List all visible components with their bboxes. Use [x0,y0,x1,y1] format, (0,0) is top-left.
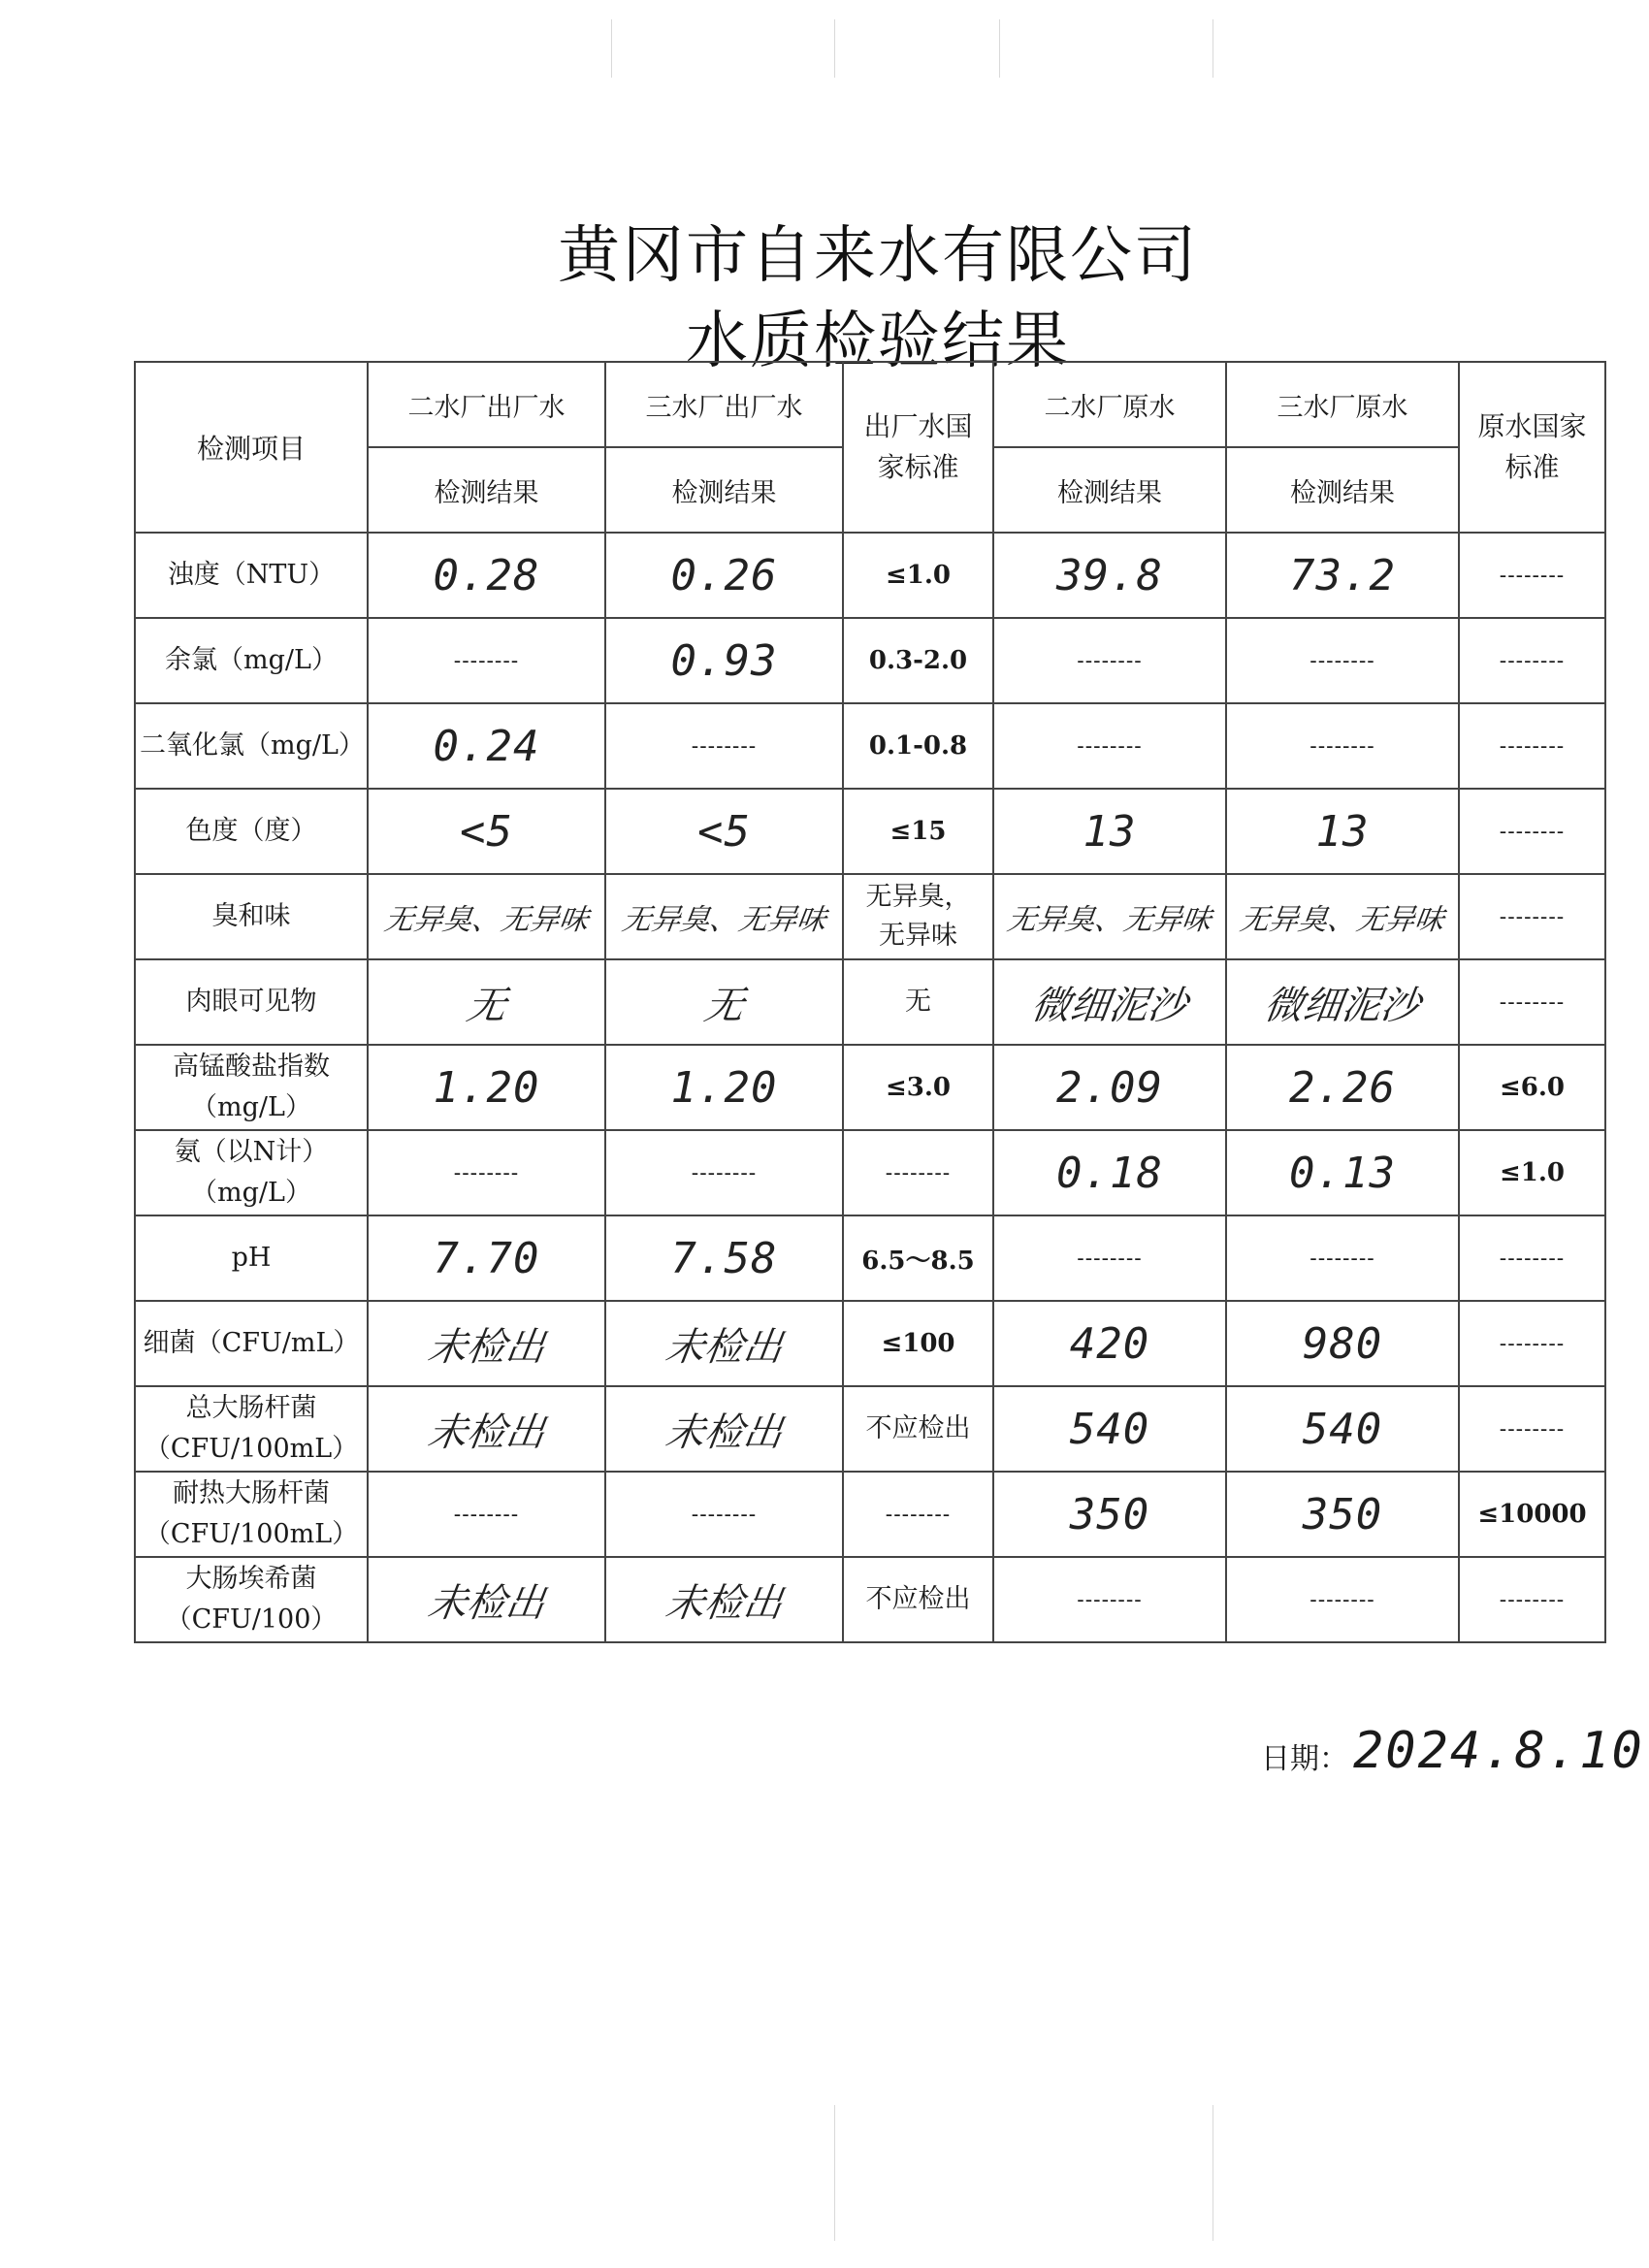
plant2-outlet-value-text: 无 [463,983,509,1028]
raw-standard-value-text: -------- [1499,648,1566,673]
outlet-standard-value-text: ≤100 [881,1329,955,1358]
plant2-raw-value [993,789,1226,874]
plant3-raw-value [1226,1045,1459,1130]
outlet-standard-value-text: 不应检出 [865,1413,971,1443]
plant2-raw-value-text: 350 [1069,1489,1150,1539]
table-row [135,1472,1605,1557]
raw-standard-value [1459,1045,1605,1130]
plant3-raw-value-text: -------- [1310,733,1375,759]
plant2-outlet-value-text: 未检出 [424,1409,548,1455]
raw-standard-value-text: -------- [1499,1331,1566,1356]
outlet-standard-value [843,1472,993,1557]
plant2-outlet-value-text: -------- [453,1160,520,1185]
table-row [135,959,1605,1045]
header-item-column: 检测项目 [135,362,368,533]
header-outlet-standard-label: 出厂水国家标准 [863,410,973,483]
outlet-standard-value-text: 0.3-2.0 [868,646,968,675]
outlet-standard-value-text: 不应检出 [865,1584,971,1614]
plant2-outlet-value-text: -------- [453,648,520,673]
plant3-raw-value [1226,874,1459,959]
plant3-outlet-value [605,1045,843,1130]
outlet-standard-value [843,703,993,789]
item-name: 臭和味 [135,874,368,959]
plant3-raw-value [1226,1301,1459,1386]
raw-standard-value-text: -------- [1499,563,1566,588]
plant3-outlet-value-text: 未检出 [662,1324,786,1370]
outlet-standard-value-text: 无异臭，无异味 [865,882,971,951]
plant3-raw-value [1226,1215,1459,1301]
item-name: 细菌（CFU/mL） [135,1301,368,1386]
plant2-raw-value-text: -------- [1077,1246,1143,1271]
plant3-raw-value [1226,1386,1459,1472]
plant3-outlet-value-text: 7.58 [670,1233,778,1283]
scan-artifact-line [1212,2105,1213,2241]
plant3-raw-value-text: 微细泥沙 [1261,983,1423,1028]
outlet-standard-value-text: 无 [905,987,931,1017]
item-name: 高锰酸盐指数（mg/L） [135,1045,368,1130]
plant2-raw-value [993,959,1226,1045]
raw-standard-value-text: ≤6.0 [1499,1073,1566,1102]
outlet-standard-value [843,959,993,1045]
plant2-outlet-value-text: 0.28 [433,550,540,600]
item-name: 大肠埃希菌（CFU/100） [135,1557,368,1642]
raw-standard-value-text: -------- [1499,1587,1566,1612]
raw-standard-value [1459,1472,1605,1557]
plant3-outlet-value-text: -------- [691,1502,758,1527]
header-group-plant2-raw: 二水厂原水 [993,362,1226,447]
outlet-standard-value [843,533,993,618]
results-table [134,361,1606,1643]
plant3-raw-value-text: 540 [1302,1404,1383,1454]
subheader-result: 检测结果 [368,447,605,533]
plant2-raw-value-text: 微细泥沙 [1028,983,1190,1028]
plant3-raw-value-text: 13 [1315,806,1370,857]
plant2-raw-value-text: -------- [1077,648,1143,673]
raw-standard-value [1459,1557,1605,1642]
outlet-standard-value-text: 6.5～8.5 [861,1246,975,1276]
plant2-raw-value-text: 无异臭、无异味 [1005,903,1213,937]
raw-standard-value-text: -------- [1499,989,1566,1015]
plant2-outlet-value [368,1557,605,1642]
date-label: 日期： [1261,1742,1348,1776]
item-name: 浊度（NTU） [135,533,368,618]
plant2-outlet-value [368,1045,605,1130]
raw-standard-value [1459,789,1605,874]
scan-artifact-line [611,19,612,78]
table-row [135,1215,1605,1301]
plant3-outlet-value [605,959,843,1045]
header-group-plant3-raw: 三水厂原水 [1226,362,1459,447]
plant3-raw-value-text: 0.13 [1289,1148,1396,1198]
plant2-outlet-value [368,874,605,959]
plant2-raw-value [993,1386,1226,1472]
plant2-raw-value-text: 39.8 [1056,550,1163,600]
scan-artifact-line [999,19,1000,78]
plant2-raw-value [993,1130,1226,1215]
plant3-raw-value [1226,618,1459,703]
subheader-result: 检测结果 [605,447,843,533]
plant3-outlet-value [605,874,843,959]
outlet-standard-value [843,1045,993,1130]
item-name: 耐热大肠杆菌（CFU/100mL） [135,1472,368,1557]
outlet-standard-value [843,618,993,703]
header-group-plant2-outlet: 二水厂出厂水 [368,362,605,447]
plant3-raw-value-text: -------- [1310,1246,1375,1271]
table-header-row [135,362,1605,447]
plant2-raw-value-text: 2.09 [1056,1062,1163,1113]
plant3-raw-value-text: -------- [1310,1587,1375,1612]
plant2-raw-value [993,618,1226,703]
raw-standard-value-text: ≤10000 [1477,1500,1587,1529]
plant3-outlet-value-text: 1.20 [670,1062,778,1113]
plant3-outlet-value-text: 0.93 [670,635,778,686]
raw-standard-value [1459,533,1605,618]
outlet-standard-value [843,789,993,874]
plant2-raw-value [993,1301,1226,1386]
plant2-outlet-value-text: <5 [460,806,513,857]
outlet-standard-value-text: -------- [885,1160,952,1185]
item-name: 总大肠杆菌（CFU/100mL） [135,1386,368,1472]
plant3-outlet-value [605,533,843,618]
document-title: 黄冈市自来水有限公司 [558,220,1198,292]
raw-standard-value [1459,1386,1605,1472]
plant3-outlet-value-text: 未检出 [662,1409,786,1455]
plant2-raw-value-text: -------- [1077,733,1143,759]
plant3-outlet-value-text: 0.26 [670,550,778,600]
plant2-raw-value-text: -------- [1077,1587,1143,1612]
plant2-outlet-value [368,618,605,703]
table-body [135,533,1605,1642]
plant2-outlet-value [368,1301,605,1386]
plant2-outlet-value [368,703,605,789]
plant2-outlet-value [368,1215,605,1301]
plant2-outlet-value [368,789,605,874]
date-value: 2024.8.10 [1353,1722,1644,1780]
plant3-raw-value-text: 2.26 [1289,1062,1396,1113]
header-raw-standard [1459,362,1605,533]
plant2-outlet-value [368,959,605,1045]
table-row [135,874,1605,959]
plant3-outlet-value [605,618,843,703]
plant3-outlet-value [605,1472,843,1557]
plant3-raw-value [1226,789,1459,874]
plant3-raw-value-text: 无异臭、无异味 [1238,903,1446,937]
outlet-standard-value [843,1557,993,1642]
table-row [135,533,1605,618]
plant2-outlet-value [368,1386,605,1472]
raw-standard-value-text: -------- [1499,1416,1566,1442]
outlet-standard-value [843,1301,993,1386]
plant3-raw-value [1226,959,1459,1045]
plant3-raw-value [1226,533,1459,618]
header-outlet-standard [843,362,993,533]
plant3-raw-value-text: 980 [1302,1318,1383,1369]
subheader-result: 检测结果 [993,447,1226,533]
plant2-outlet-value-text: 未检出 [424,1580,548,1626]
outlet-standard-value-text: -------- [885,1502,952,1527]
plant3-raw-value [1226,1557,1459,1642]
table-row [135,1557,1605,1642]
table-row [135,1045,1605,1130]
plant2-raw-value [993,703,1226,789]
outlet-standard-value [843,1386,993,1472]
subheader-result: 检测结果 [1226,447,1459,533]
plant3-raw-value-text: -------- [1310,648,1375,673]
plant2-outlet-value-text: 0.24 [433,721,540,771]
plant2-outlet-value [368,533,605,618]
raw-standard-value-text: ≤1.0 [1499,1158,1566,1187]
plant2-raw-value [993,1215,1226,1301]
plant3-outlet-value [605,1557,843,1642]
plant2-raw-value-text: 540 [1069,1404,1150,1454]
table-row [135,1130,1605,1215]
outlet-standard-value [843,1215,993,1301]
plant2-raw-value-text: 420 [1069,1318,1150,1369]
outlet-standard-value [843,1130,993,1215]
plant2-raw-value [993,1557,1226,1642]
raw-standard-value [1459,618,1605,703]
raw-standard-value [1459,1130,1605,1215]
outlet-standard-value-text: 0.1-0.8 [868,731,968,761]
table-row [135,1301,1605,1386]
plant3-outlet-value [605,1386,843,1472]
plant2-outlet-value [368,1472,605,1557]
outlet-standard-value [843,874,993,959]
item-name: 余氯（mg/L） [135,618,368,703]
outlet-standard-value-text: ≤3.0 [885,1073,952,1102]
scan-artifact-line [834,2105,835,2241]
plant3-outlet-value [605,703,843,789]
plant2-outlet-value-text: -------- [453,1502,520,1527]
plant3-outlet-value [605,1130,843,1215]
plant3-raw-value-text: 73.2 [1289,550,1396,600]
plant3-outlet-value-text: -------- [691,733,758,759]
raw-standard-value-text: -------- [1499,904,1566,929]
raw-standard-value [1459,959,1605,1045]
table-row [135,703,1605,789]
raw-standard-value [1459,874,1605,959]
item-name: 色度（度） [135,789,368,874]
plant3-outlet-value-text: 无异臭、无异味 [619,903,828,937]
table-row [135,1386,1605,1472]
raw-standard-value [1459,1215,1605,1301]
table-row [135,618,1605,703]
plant3-raw-value [1226,1472,1459,1557]
plant2-outlet-value-text: 未检出 [424,1324,548,1370]
raw-standard-value [1459,1301,1605,1386]
plant2-raw-value [993,1045,1226,1130]
plant2-outlet-value [368,1130,605,1215]
item-name: 肉眼可见物 [135,959,368,1045]
plant2-raw-value [993,1472,1226,1557]
plant2-outlet-value-text: 7.70 [433,1233,540,1283]
scan-artifact-line [834,19,835,78]
plant3-outlet-value-text: 无 [700,983,747,1028]
plant2-outlet-value-text: 1.20 [433,1062,540,1113]
header-raw-standard-label: 原水国家标准 [1477,410,1587,483]
raw-standard-value-text: -------- [1499,1246,1566,1271]
table-row [135,789,1605,874]
plant3-raw-value [1226,1130,1459,1215]
plant3-outlet-value-text: 未检出 [662,1580,786,1626]
plant2-outlet-value-text: 无异臭、无异味 [381,903,591,937]
item-name: pH [135,1215,368,1301]
plant2-raw-value-text: 13 [1083,806,1137,857]
plant3-outlet-value [605,1301,843,1386]
header-group-plant3-outlet: 三水厂出厂水 [605,362,843,447]
item-name: 二氧化氯（mg/L） [135,703,368,789]
raw-standard-value-text: -------- [1499,819,1566,844]
raw-standard-value-text: -------- [1499,733,1566,759]
plant2-raw-value [993,533,1226,618]
plant3-outlet-value [605,789,843,874]
plant3-outlet-value [605,1215,843,1301]
outlet-standard-value-text: ≤15 [889,817,947,846]
plant2-raw-value [993,874,1226,959]
scan-artifact-line [1212,19,1213,78]
raw-standard-value [1459,703,1605,789]
plant3-raw-value-text: 350 [1302,1489,1383,1539]
plant3-outlet-value-text: <5 [697,806,751,857]
document-subtitle: 水质检验结果 [686,306,1070,377]
plant3-raw-value [1226,703,1459,789]
plant3-outlet-value-text: -------- [691,1160,758,1185]
item-name: 氨（以N计）（mg/L） [135,1130,368,1215]
plant2-raw-value-text: 0.18 [1056,1148,1163,1198]
outlet-standard-value-text: ≤1.0 [885,561,952,590]
